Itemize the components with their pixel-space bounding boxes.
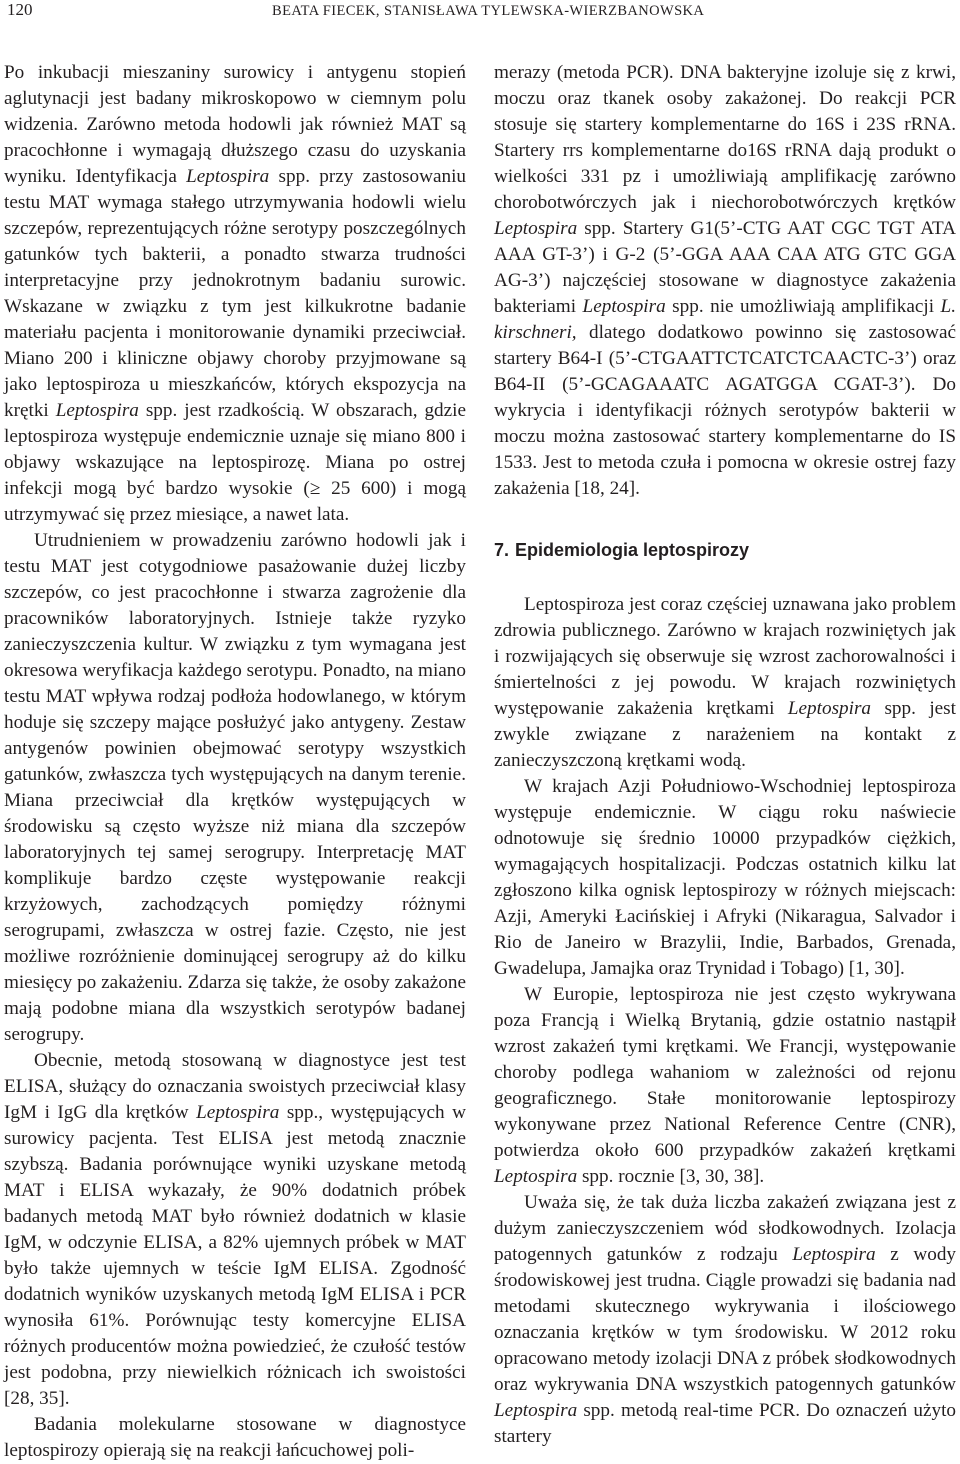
species-name: Leptospira — [792, 1244, 876, 1265]
section-title: Epidemiologia leptospirozy — [515, 540, 750, 560]
paragraph — [494, 60, 956, 502]
paragraph — [494, 774, 956, 982]
text-run: spp., występujących w surowicy pacjenta. Test ELISA jest metodą znacznie szybszą. Badania porównujące wyniki uzyskane metodą MAT i ELISA wykazały, że 90% dodatnich próbek badanych metodą MAT było również dodatnich w klasie IgM, w odczynie ELISA, a 82% ujemnych próbek w MAT było także ujemnych w teście IgM ELISA. Zgodność dodatnich wyników uzyskanych metodą IgM ELISA i PCR wynosiła 61%. Porównując testy komercyjne ELISA różnych producentów można powiedzieć, że czułość testów jest podobna, przy niewielkich różnicach ich swoistości [28, 35]. — [4, 1102, 467, 1409]
text-run: merazy (metoda PCR). DNA bakteryjne izoluje się z krwi, moczu oraz tkanek osoby zakażonej. Do reakcji PCR stosuje się startery komplementarne do 16S i 23S rRNA. Startery rrs komplementarne do16S rRNA dają produkt o wielkości 331 pz i umożliwiają amplifikację zarówno chorobotwórczych jak i niechorobotwórczych krętków — [494, 62, 956, 213]
species-name: Leptospira — [196, 1102, 280, 1123]
right-column — [494, 60, 956, 1450]
species-name: Leptospira — [787, 698, 872, 719]
section-number: 7. — [494, 540, 510, 560]
species-name: Leptospira — [582, 296, 666, 317]
text-run: z wody środowiskowej jest trudna. Ciągle prowadzi się badania nad metodami skutecznego wykrywania i ilościowego oznaczania krętków w tym środowisku. W 2012 roku opracowano metody izolacji DNA z próbek słodkowodnych oraz wykrywania DNA wszystkich patogennych gatunków — [494, 1244, 957, 1395]
paragraph — [494, 592, 956, 774]
section-heading — [494, 537, 956, 563]
text-run: Po inkubacji mieszaniny surowicy i antygenu stopień aglutynacji jest badany mikroskopowo w ciemnym polu widzenia. Zarówno metoda hodowli jak również MAT są pracochłonne i wymagają dłuższego czasu do uzyskania wyniku. Identyfikacja — [4, 62, 466, 187]
text-run: W krajach Azji Południowo-Wschodniej leptospiroza występuje endemicznie. W ciągu roku naświecie odnotowuje się średnio 10000 przypadków ciężkich, wymagających hospitalizacji. Podczas ostatnich kilku lat zgłoszono kilka ognisk leptospirozy w różnych miejscach: Azji, Ameryki Łacińskiej i Afryki (Nikaragua, Salvador i Rio de Janeiro w Brazylii, Indie, Barbados, Grenada, Gwadelupa, Jamajka oraz Trynidad i Tobago) [1, 30]. — [494, 776, 956, 979]
text-run: Obecnie, metodą stosowaną w diagnostyce jest test ELISA, służący do oznaczania swoistych przeciwciał klasy IgM i IgG dla krętków — [4, 1050, 466, 1123]
paragraph — [494, 982, 956, 1190]
paragraph — [4, 60, 466, 528]
species-name: Leptospira — [186, 166, 270, 187]
paragraph — [4, 528, 466, 1048]
species-name: Leptospira — [55, 400, 139, 421]
paragraph — [4, 1048, 466, 1412]
text-run: spp. metodą real-time PCR. Do oznaczeń użyto startery — [494, 1400, 956, 1447]
text-run: W Europie, leptospiroza nie jest często wykrywana poza Francją i Wielką Brytanią, gdzie ostatnio nastąpił wzrost zakażeń tymi krętkami. We Francji, występowanie choroby podlega wahaniom w zależności od rejonu geograficznego. Stałe monitorowanie leptospirozy wykonywane przez National Reference Centre (CNR), potwierdza około 600 przypadków zakażeń krętkami — [494, 984, 956, 1161]
text-run: spp. jest rzadkością. W obszarach, gdzie leptospiroza występuje endemicznie uznaje się miano 800 i objawy wskazujące na leptospirozę. Miana po ostrej infekcji mogą być bardzo wysokie (≥ 25 600) i mogą utrzymywać się przez miesiące, a nawet lata. — [4, 400, 466, 525]
species-name: Leptospira — [494, 1166, 578, 1187]
text-run: dlatego dodatkowo powinno się zastosować startery B64-I (5’-CTGAATTCTCATCTCAACTC-3’) oraz B64-II (5’-GCAGAAATC AGATGGA CGAT-3’). Do wykrycia i identyfikacji różnych serotypów bakterii w moczu można zastosować startery komplementarne do IS 1533. Jest to metoda czuła i pomocna w okresie ostrej fazy zakażenia [18, 24]. — [494, 322, 956, 499]
text-run: spp. jest zwykle związane z narażeniem na kontakt z zanieczyszczoną krętkami wodą. — [494, 698, 956, 771]
text-run: spp. Startery G1(5’-CTG AAT CGC TGT ATA AAA GT-3’) i G-2 (5’-GGA AAA CAA ATG GTC GGA AG-3’) najczęściej stosowane w diagnostyce zakażenia bakteriami — [494, 218, 956, 317]
text-run: Leptospiroza jest coraz częściej uznawana jako problem zdrowia publicznego. Zarówno w krajach rozwiniętych jak i rozwijających się obserwuje się wzrost zachorowalności i śmiertelności z jej powodu. W krajach rozwiniętych występowanie zakażenia krętkami — [494, 594, 956, 719]
paragraph — [494, 1190, 956, 1450]
page-number: 120 — [7, 0, 33, 19]
text-run: Uważa się, że tak duża liczba zakażeń związana jest z dużym zanieczyszczeniem wód słodkowodnych. Izolacja patogennych gatunków z rodzaju — [494, 1192, 956, 1265]
running-head-authors: BEATA FIECEK, STANISŁAWA TYLEWSKA-WIERZBANOWSKA — [272, 3, 705, 19]
left-column — [4, 60, 466, 1464]
paragraph — [4, 1412, 466, 1464]
text-run: spp. przy zastosowaniu testu MAT wymaga stałego utrzymywania hodowli wielu szczepów, reprezentujących różne serotypy poszczególnych gatunków tych bakterii, a ponadto stwarza trudności interpretacyjne przy jednokrotnym badaniu surowic. Wskazane w związku z tym jest kilkukrotne badanie materiału pacjenta i monitorowanie dynamiki przeciwciał. Miano 200 i kliniczne objawy choroby przyjmowane są jako leptospiroza u mieszkańców, których ekspozycja na krętki — [4, 166, 466, 421]
species-name: Leptospira — [494, 1400, 578, 1421]
running-head — [0, 0, 960, 30]
text-run: spp. rocznie [3, 30, 38]. — [577, 1166, 765, 1187]
species-name: Leptospira — [494, 218, 578, 239]
text-run: Badania molekularne stosowane w diagnostyce leptospirozy opierają się na reakcji łańcuchowej poli- — [4, 1414, 466, 1461]
species-name: L. kirschneri, — [494, 296, 956, 343]
text-run: spp. nie umożliwiają amplifikacji — [665, 296, 941, 317]
text-run: Utrudnieniem w prowadzeniu zarówno hodowli jak i testu MAT jest cotygodniowe pasażowanie dużej liczby szczepów, co jest pracochłonne i stwarza zagrożenie dla pracowników laboratoryjnych. Istnieje także ryzyko zanieczyszczenia kultur. W związku z tym wymagana jest okresowa weryfikacja każdego serotypu. Ponadto, na miano testu MAT wpływa rodzaj podłoża hodowlanego, w którym hoduje się szczepy mające posłużyć jako antygeny. Zestaw antygenów powinien obejmować serotypy wszystkich gatunków, zwłaszcza tych występujących na danym terenie. Miana przeciwciał dla krętków występujących w środowisku są często wyższe niż miana dla szczepów laboratoryjnych tej samej serogrupy. Interpretację MAT komplikuje bardzo częste występowanie reakcji krzyżowych, zachodzących pomiędzy różnymi serogrupami, zwłaszcza w ostrej fazie. Często, nie jest możliwe rozróżnienie dominującej serogrupy aż do kilku miesięcy po zakażeniu. Zdarza się także, że osoby zakażone mają podobne miana dla wszystkich serotypów badanej serogrupy. — [4, 530, 466, 1045]
